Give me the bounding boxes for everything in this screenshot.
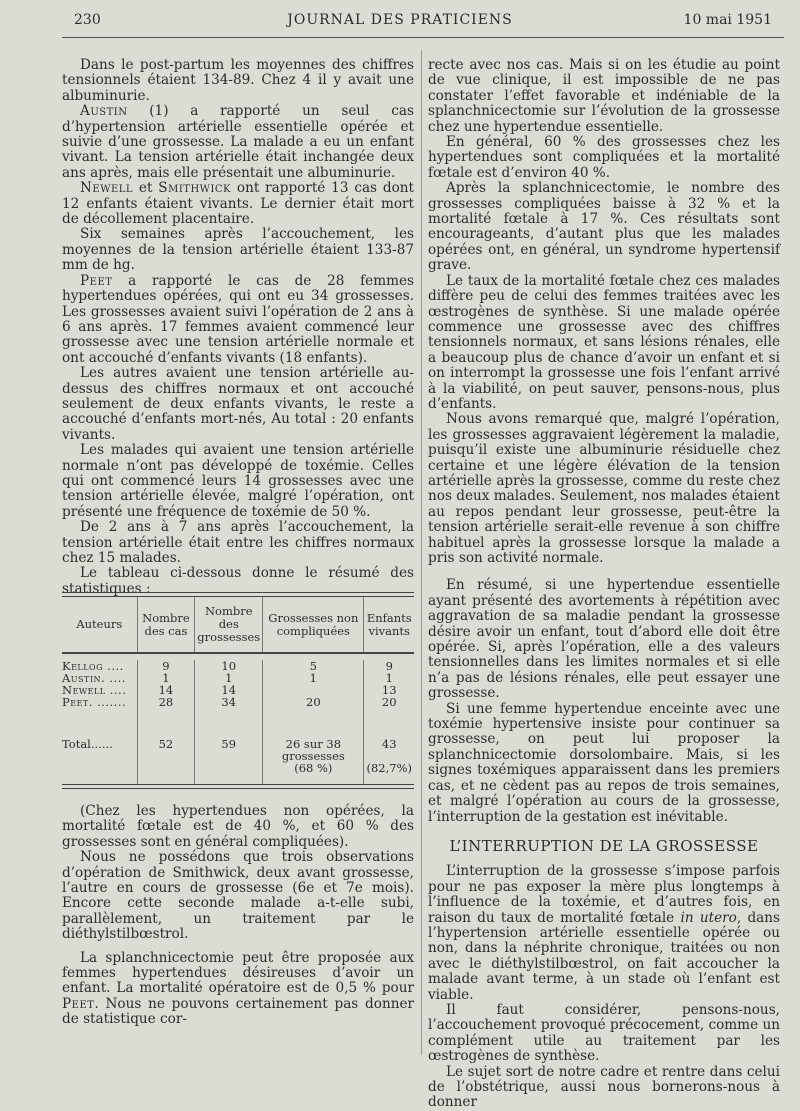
cell: Austin. .... bbox=[62, 671, 126, 685]
paragraph: Le sujet sort de notre cadre et rentre dans celui de l’obstétrique, aussi nous bornerons-nous à donner bbox=[428, 1063, 780, 1111]
paragraph bbox=[62, 951, 414, 1028]
paragraph bbox=[62, 104, 414, 181]
paragraph bbox=[62, 274, 414, 366]
table-spacer bbox=[62, 774, 414, 784]
paragraph-text: La splanchnicectomie peut être proposée aux femmes hypertendues désireuses d’avoir un enfant. La mortalité opératoire est de 0,5 % pour bbox=[62, 949, 414, 997]
cell: 5 bbox=[263, 660, 364, 672]
paragraph-text: a rapporté le cas de 28 femmes hypertendues opérées, qui ont eu 34 grossesses. Les grossesses avaient suivi l’opération de 2 ans à 6 ans après. 17 femmes avaient commencé leur grossesse avec une tension artérielle normale et ont accouché d’enfants vivants (18 enfants). bbox=[62, 272, 414, 366]
author-name: Austin bbox=[80, 103, 128, 120]
author-name: Smithwick bbox=[158, 180, 232, 197]
cell: 1 bbox=[364, 672, 414, 684]
cell-line: 43 bbox=[381, 737, 397, 751]
cell: 1 bbox=[195, 672, 263, 684]
cell: 14 bbox=[137, 684, 195, 696]
header-nombre-cas: Nombre des cas bbox=[137, 597, 195, 653]
paragraph-text: L’interruption de la grossesse s’impose parfois pour ne pas exposer la mère plus longtemps à l’influence de la toxémie, et d’autres fois, en raison du taux de mortalité fœtale bbox=[428, 863, 780, 926]
paragraph: Si une femme hypertendue enceinte avec une toxémie hypertensive insiste pour continuer sa grossesse, on peut lui proposer la splanchnicectomie dorsolombaire. Mais, si les signes toxémiques apparaissent dans les premiers cas, et ne cèdent pas au repos de trois semaines, et malgré l’opération au cours de la grossesse, l’interruption de la gestation est inévitable. bbox=[428, 700, 780, 825]
cell: Newell .... bbox=[62, 683, 127, 697]
total-non-compliquees bbox=[263, 738, 364, 774]
header-nombre-grossesses: Nombre des grossesses bbox=[195, 597, 263, 653]
cell: 20 bbox=[364, 696, 414, 708]
paragraph bbox=[62, 181, 414, 227]
cell-line: (68 %) bbox=[294, 761, 333, 775]
statistics-table bbox=[62, 592, 414, 789]
author-name: Peet bbox=[62, 995, 95, 1012]
cell: 20 bbox=[263, 696, 364, 708]
total-vivants bbox=[364, 738, 414, 774]
paragraph: Le taux de la mortalité fœtale chez ces malades diffère peu de celui des femmes traitées avec les œstrogènes de synthèse. Si une malade opérée commence une grossesse avec des chiffres tensionnels normaux, et sans lésions rénales, elle a beaucoup plus de chance d’avoir un enfant et si on interrompt la grossesse une fois l’enfant arrivé à la viabilité, on peut sauver, pensons-nous, plus d’enfants. bbox=[428, 272, 780, 412]
journal-title: JOURNAL DES PRATICIENS bbox=[287, 12, 513, 28]
issue-date: 10 mai 1951 bbox=[683, 12, 772, 28]
cell: Peet. ....... bbox=[62, 695, 127, 709]
paragraph: Dans le post-partum les moyennes des chiffres tensionnels étaient 134-89. Chez 4 il y avait une albuminurie. bbox=[62, 57, 414, 104]
paragraph: Après la splanchnicectomie, le nombre des grossesses compliquées baisse à 32 % et la mortalité fœtale à 17 %. Ces résultats sont encourageants, d’autant plus que les malades opérées ont, en général, un syndrome hypertensif grave. bbox=[428, 180, 780, 274]
left-column-bottom bbox=[62, 804, 414, 1028]
cell: 1 bbox=[137, 672, 195, 684]
page-number: 230 bbox=[74, 12, 101, 28]
paragraph bbox=[428, 864, 780, 1003]
cell: 28 bbox=[137, 696, 195, 708]
paragraph: (Chez les hypertendues non opérées, la mortalité fœtale est de 40 %, et 60 % des grossesses sont en général compliquées). bbox=[62, 803, 414, 850]
paragraph: Les malades qui avaient une tension artérielle normale n’ont pas développé de toxémie. Celles qui ont commencé leurs 14 grossesses avec une tension artérielle élevée, malgré l’opération, ont présenté une fréquence de toxémie de 50 %. bbox=[62, 442, 414, 520]
paragraph: En résumé, si une hypertendue essentielle ayant présenté des avortements à répétition avec aggravation de sa maladie pendant la grossesse désire avoir un enfant, tout d’abord elle doit être opérée. Si, après l’opération, elle a des valeurs tensionnelles dans les limites normales et si elle n’a pas de lésions rénales, elle peut essayer une grossesse. bbox=[428, 577, 780, 702]
paragraph-text: . Nous ne pouvons certainement pas donner de statistique cor- bbox=[62, 995, 414, 1028]
cell-line: grossesses bbox=[281, 749, 345, 763]
right-column bbox=[428, 58, 780, 1111]
paragraph: Il faut considérer, pensons-nous, l’accouchement provoqué précocement, comme un complément utile au traitement par les œstrogènes de synthèse. bbox=[428, 1001, 780, 1065]
header-enfants-vivants: Enfants vivants bbox=[364, 597, 414, 653]
table-header-row bbox=[62, 597, 414, 653]
emphasis: in utero bbox=[680, 909, 737, 926]
cell-line: 26 sur 38 bbox=[285, 737, 342, 751]
header-grossesses-non-compliquees: Grossesses non compliquées bbox=[263, 597, 364, 653]
paragraph-text: et bbox=[133, 180, 159, 197]
cell: 9 bbox=[137, 660, 195, 672]
table-total-row bbox=[62, 738, 414, 774]
cell: 10 bbox=[195, 660, 263, 672]
paragraph-text: , dans l’hypertension artérielle essentielle opérée ou non, dans la néphrite chronique, traitées ou non avec le diéthylstilbœstrol, on fait accoucher la malade avant terme, à un stade où l’enfant est viable. bbox=[428, 909, 780, 1003]
author-name: Newell bbox=[80, 180, 134, 197]
paragraph: De 2 ans à 7 ans après l’accouchement, la tension artérielle était entre les chiffres normaux chez 15 malades. bbox=[62, 519, 414, 566]
paragraph: Nous avons remarqué que, malgré l’opération, les grossesses aggravaient légèrement la maladie, puisqu’il existe une albuminurie résiduelle chez certaine et une légère élévation de la tension artérielle après la grossesse, comme du reste chez nos deux malades. Seulement, nos malades étaient au repos pendant leur grossesse, peut-être la tension artérielle serait-elle revenue à son chiffre habituel après la grossesse lorsque la malade a pris son activité normale. bbox=[428, 411, 780, 566]
total-cas: 52 bbox=[137, 738, 195, 774]
cell: 34 bbox=[195, 696, 263, 708]
table-bottom-rule bbox=[62, 784, 414, 789]
header-rule bbox=[62, 37, 784, 38]
total-label: Total...... bbox=[62, 737, 113, 751]
cell-line: (82,7%) bbox=[366, 761, 412, 775]
page-header bbox=[0, 10, 800, 32]
left-column-top bbox=[62, 58, 414, 597]
cell: 9 bbox=[364, 660, 414, 672]
paragraph-text: ont rapporté 13 cas dont 12 enfants étaient vivants. Le dernier était mort de décollement placentaire. bbox=[62, 180, 414, 228]
paragraph: Les autres avaient une tension artérielle au-dessus des chiffres normaux et ont accouché seulement de deux enfants vivants, le reste a accouché d’enfants mort-nés, Au total : 20 enfants vivants. bbox=[62, 365, 414, 443]
cell: 14 bbox=[195, 684, 263, 696]
paragraph: Six semaines après l’accouchement, les moyennes de la tension artérielle étaient 133-87 mm de hg. bbox=[62, 226, 414, 274]
column-divider bbox=[421, 50, 422, 1055]
author-name: Peet bbox=[80, 272, 113, 289]
section-title: L’INTERRUPTION DE LA GROSSESSE bbox=[449, 836, 759, 855]
paragraph-text: (1) a rapporté un seul cas d’hypertension artérielle essentielle opérée et suivie d’une grossesse. La malade a eu un enfant vivant. La tension artérielle était inchangée deux ans après, mais elle présentait une albuminurie. bbox=[62, 103, 414, 181]
paragraph: recte avec nos cas. Mais si on les étudie au point de vue clinique, il est impossible de ne pas constater l’effet favorable et indéniable de la splanchnicectomie sur l’évolution de la grossesse chez une hypertendue essentielle. bbox=[428, 57, 780, 135]
paragraph: Le tableau ci-dessous donne le résumé des statistiques : bbox=[62, 565, 414, 597]
paragraph: Nous ne possédons que trois observations d’opération de Smithwick, deux avant grossesse, l’autre en cours de grossesse (6e et 7e mois). Encore cette seconde malade a-t-elle subi, parallèlement, un traitement par le diéthylstilbœstrol. bbox=[62, 849, 414, 943]
header-auteurs: Auteurs bbox=[76, 617, 123, 631]
table-row bbox=[62, 696, 414, 708]
cell: Kellog .... bbox=[62, 659, 124, 673]
table-spacer bbox=[62, 708, 414, 738]
cell: 1 bbox=[263, 672, 364, 684]
cell: 13 bbox=[364, 684, 414, 696]
total-grossesses: 59 bbox=[195, 738, 263, 774]
paragraph: En général, 60 % des grossesses chez les hypertendues sont compliquées et la mortalité fœtale est d’environ 40 %. bbox=[428, 134, 780, 181]
